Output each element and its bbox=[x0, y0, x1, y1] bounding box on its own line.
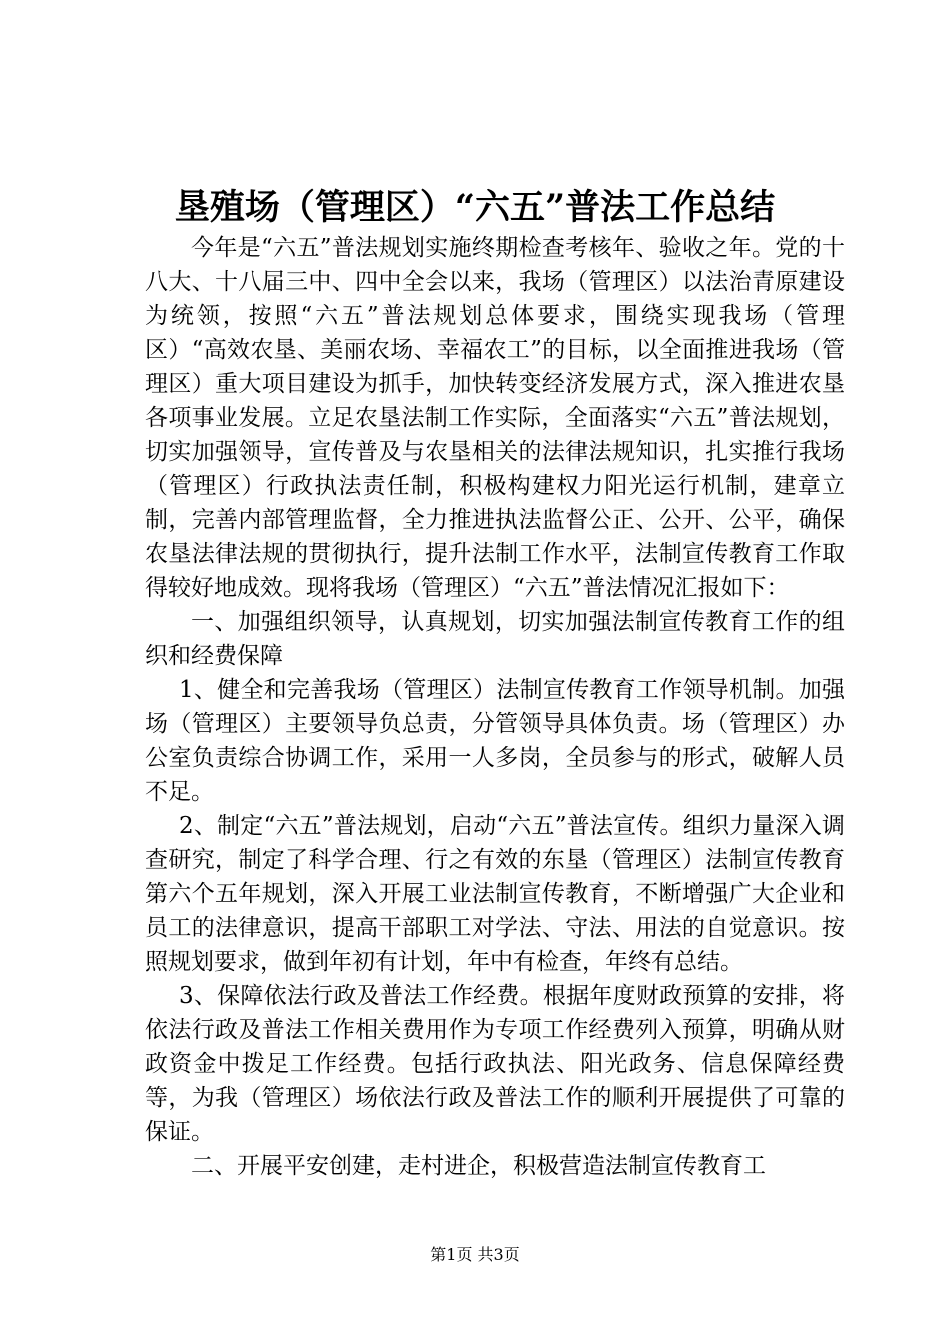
paragraph-item-3: 3、保障依法行政及普法工作经费。根据年度财政预算的安排，将依法行政及普法工作相关费用作为专项工作经费列入预算，明确从财政资金中拨足工作经费。包括行政执法、阳光政务、信息保障经费等，为我（管理区）场依法行政及普法工作的顺利开展提供了可靠的保证。 bbox=[145, 983, 845, 1145]
document-title: 垦殖场（管理区）“六五”普法工作总结 bbox=[174, 187, 776, 228]
paragraph-item-1: 1、健全和完善我场（管理区）法制宣传教育工作领导机制。加强场（管理区）主要领导负总责，分管领导具体负责。场（管理区）办公室负责综合协调工作，采用一人多岗，全员参与的形式，破解人员不足。 bbox=[145, 677, 845, 805]
section-heading-1: 一、加强组织领导，认真规划，切实加强法制宣传教育工作的组织和经费保障 bbox=[145, 609, 845, 669]
section-heading-2: 二、开展平安创建，走村进企，积极营造法制宣传教育工 bbox=[191, 1153, 766, 1179]
page-footer: 第1页 共3页 bbox=[430, 1245, 520, 1264]
paragraph-item-2: 2、制定“六五”普法规划，启动“六五”普法宣传。组织力量深入调查研究，制定了科学合理、行之有效的东垦（管理区）法制宣传教育第六个五年规划，深入开展工业法制宣传教育，不断增强广大企业和员工的法律意识，提高干部职工对学法、守法、用法的自觉意识。按照规划要求，做到年初有计划，年中有检查，年终有总结。 bbox=[145, 813, 845, 975]
document-body bbox=[145, 231, 845, 1183]
paragraph-intro: 今年是“六五”普法规划实施终期检查考核年、验收之年。党的十八大、十八届三中、四中全会以来，我场（管理区）以法治青原建设为统领，按照“六五”普法规划总体要求，围绕实现我场（管理区）“高效农垦、美丽农场、幸福农工”的目标，以全面推进我场（管理区）重大项目建设为抓手，加快转变经济发展方式，深入推进农垦各项事业发展。立足农垦法制工作实际，全面落实“六五”普法规划，切实加强领导，宣传普及与农垦相关的法律法规知识，扎实推行我场（管理区）行政执法责任制，积极构建权力阳光运行机制，建章立制，完善内部管理监督，全力推进执法监督公正、公开、公平，确保农垦法律法规的贯彻执行，提升法制工作水平，法制宣传教育工作取得较好地成效。现将我场（管理区）“六五”普法情况汇报如下： bbox=[145, 235, 845, 601]
